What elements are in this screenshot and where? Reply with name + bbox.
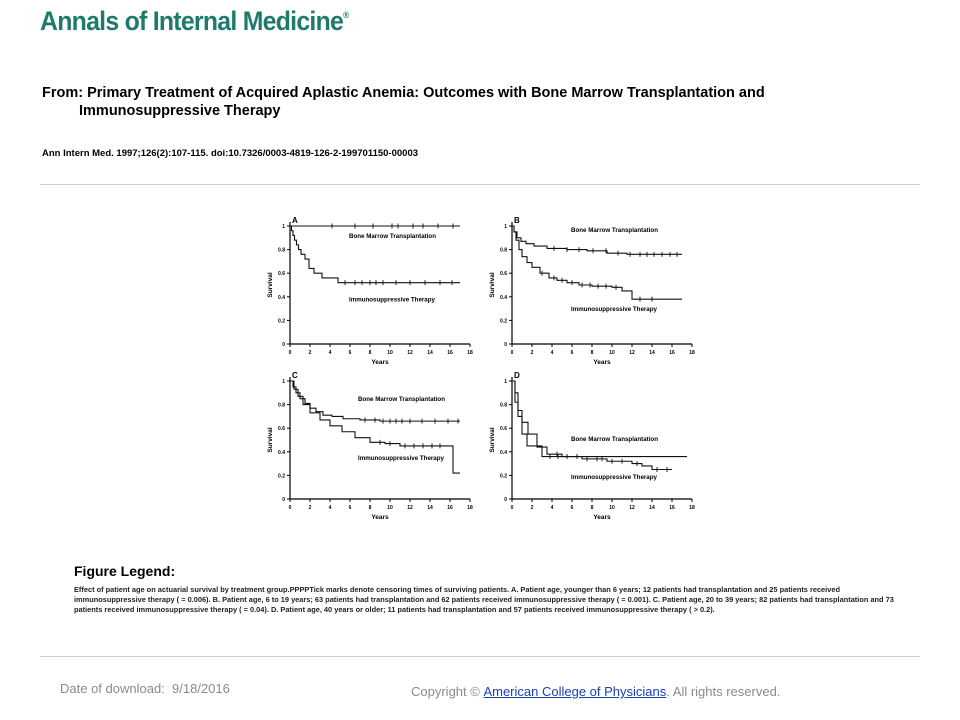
journal-logo bbox=[40, 6, 348, 37]
panel-letter: A bbox=[292, 216, 298, 225]
y-tick-label: 0.8 bbox=[500, 247, 507, 254]
y-tick-label: 0.8 bbox=[278, 402, 285, 409]
x-tick-label: 18 bbox=[467, 350, 473, 356]
panel-d bbox=[489, 371, 695, 521]
x-tick-label: 2 bbox=[308, 505, 312, 511]
y-tick-label: 0.4 bbox=[278, 449, 285, 456]
x-tick-label: 6 bbox=[570, 505, 574, 511]
x-tick-label: 16 bbox=[669, 350, 675, 356]
x-axis-label: Years bbox=[593, 359, 611, 366]
x-tick-label: 2 bbox=[308, 350, 312, 356]
survival-figure-svg bbox=[258, 208, 708, 521]
x-axis-label: Years bbox=[371, 359, 389, 366]
download-date-value: 9/18/2016 bbox=[172, 681, 230, 696]
x-tick-label: 4 bbox=[550, 505, 554, 511]
y-tick-label: 1 bbox=[504, 224, 507, 230]
x-tick-label: 12 bbox=[407, 505, 413, 511]
panel-letter: D bbox=[514, 371, 520, 380]
x-tick-label: 8 bbox=[590, 505, 594, 511]
legend-text: Effect of patient age on actuarial survival by treatment group.PPPPTick marks denote censoring times of surviving patients. A. Patient age, younger than 6 years; 12 patients had transplantation and 25 patients received immunosuppressive therapy ( = 0.006). B. Patient age, 6 to 19 years; 63 patients had transplantation and 62 patients received immunosuppressive therapy ( = 0.001). C. Patient age, 20 to 39 years; 82 patients had transplantation and 73 patients received immunosuppressive therapy ( = 0.04). D. Patient age, 40 years or older; 11 patients had transplantation and 57 patients received immunosuppressive therapy ( > 0.2). bbox=[74, 585, 894, 614]
logo-registered-mark: ® bbox=[343, 10, 349, 20]
x-tick-label: 18 bbox=[467, 505, 473, 511]
x-tick-label: 8 bbox=[368, 350, 372, 356]
x-tick-label: 0 bbox=[288, 350, 292, 356]
x-tick-label: 10 bbox=[387, 505, 393, 511]
y-tick-label: 0.8 bbox=[278, 247, 285, 254]
y-tick-label: 0.2 bbox=[278, 318, 285, 325]
rights-text: . All rights reserved. bbox=[666, 684, 781, 699]
x-tick-label: 6 bbox=[348, 505, 352, 511]
panel-letter: B bbox=[514, 216, 520, 225]
km-curve-ist bbox=[512, 226, 682, 299]
top-divider bbox=[40, 184, 920, 185]
x-tick-label: 16 bbox=[669, 505, 675, 511]
y-tick-label: 0 bbox=[282, 342, 285, 348]
article-title-line1: Primary Treatment of Acquired Aplastic Anemia: Outcomes with Bone Marrow Transplantation and bbox=[87, 85, 765, 101]
x-tick-label: 14 bbox=[427, 350, 433, 356]
km-curve-bmt bbox=[512, 381, 687, 457]
x-tick-label: 10 bbox=[609, 505, 615, 511]
y-tick-label: 0.6 bbox=[278, 426, 285, 433]
x-tick-label: 4 bbox=[328, 505, 332, 511]
from-prefix: From: bbox=[42, 85, 88, 101]
series-label-ist: Immunosuppressive Therapy bbox=[349, 296, 435, 304]
x-tick-label: 18 bbox=[689, 505, 695, 511]
x-tick-label: 6 bbox=[348, 350, 352, 356]
x-tick-label: 16 bbox=[447, 350, 453, 356]
x-tick-label: 2 bbox=[530, 350, 534, 356]
panel-a bbox=[267, 216, 473, 366]
series-label-ist: Immunosuppressive Therapy bbox=[358, 455, 444, 463]
citation: Ann Intern Med. 1997;126(2):107-115. doi:10.7326/0003-4819-126-2-199701150-00003 bbox=[42, 148, 419, 159]
series-label-ist: Immunosuppressive Therapy bbox=[571, 305, 657, 313]
x-axis-label: Years bbox=[593, 514, 611, 521]
legend-title: Figure Legend: bbox=[74, 563, 176, 579]
x-tick-label: 8 bbox=[368, 505, 372, 511]
survival-figure bbox=[258, 208, 708, 521]
y-axis-label: Survival bbox=[267, 427, 274, 453]
y-axis-label: Survival bbox=[267, 272, 274, 298]
y-tick-label: 0.8 bbox=[500, 402, 507, 409]
x-tick-label: 10 bbox=[387, 350, 393, 356]
x-tick-label: 12 bbox=[407, 350, 413, 356]
y-axis-label: Survival bbox=[489, 427, 496, 453]
x-tick-label: 4 bbox=[550, 350, 554, 356]
copyright-prefix: Copyright © bbox=[411, 684, 480, 699]
x-tick-label: 10 bbox=[609, 350, 615, 356]
x-tick-label: 0 bbox=[510, 350, 514, 356]
copyright-notice bbox=[411, 684, 780, 699]
y-tick-label: 0.6 bbox=[500, 426, 507, 433]
download-date-label: Date of download: bbox=[60, 681, 165, 696]
x-tick-label: 0 bbox=[510, 505, 514, 511]
y-tick-label: 0 bbox=[504, 342, 507, 348]
series-label-bmt: Bone Marrow Transplantation bbox=[571, 436, 658, 444]
y-tick-label: 1 bbox=[504, 379, 507, 385]
x-tick-label: 16 bbox=[447, 505, 453, 511]
y-tick-label: 0.4 bbox=[278, 294, 285, 301]
y-tick-label: 0 bbox=[504, 497, 507, 503]
y-tick-label: 0.4 bbox=[500, 449, 507, 456]
series-label-bmt: Bone Marrow Transplantation bbox=[349, 232, 436, 240]
article-title-line2: Immunosuppressive Therapy bbox=[79, 103, 281, 119]
panel-b bbox=[489, 216, 695, 366]
download-date bbox=[60, 681, 230, 696]
bottom-divider bbox=[40, 656, 920, 657]
y-tick-label: 0.6 bbox=[278, 271, 285, 278]
x-tick-label: 14 bbox=[649, 350, 655, 356]
x-tick-label: 18 bbox=[689, 350, 695, 356]
y-tick-label: 0.6 bbox=[500, 271, 507, 278]
x-tick-label: 2 bbox=[530, 505, 534, 511]
y-tick-label: 0.2 bbox=[500, 318, 507, 325]
x-tick-label: 0 bbox=[288, 505, 292, 511]
series-label-ist: Immunosuppressive Therapy bbox=[571, 473, 657, 481]
y-tick-label: 1 bbox=[282, 224, 285, 230]
y-tick-label: 1 bbox=[282, 379, 285, 385]
y-tick-label: 0.4 bbox=[500, 294, 507, 301]
y-axis-label: Survival bbox=[489, 272, 496, 298]
series-label-bmt: Bone Marrow Transplantation bbox=[571, 226, 658, 234]
series-label-bmt: Bone Marrow Transplantation bbox=[358, 396, 445, 404]
publisher-link[interactable]: American College of Physicians bbox=[483, 684, 667, 699]
x-tick-label: 14 bbox=[427, 505, 433, 511]
x-axis-label: Years bbox=[371, 514, 389, 521]
panel-letter: C bbox=[292, 371, 298, 380]
logo-text: Annals of Internal Medicine bbox=[40, 6, 344, 36]
panel-c bbox=[267, 371, 473, 521]
figure-source-title bbox=[42, 84, 862, 120]
y-tick-label: 0.2 bbox=[500, 473, 507, 480]
x-tick-label: 4 bbox=[328, 350, 332, 356]
x-tick-label: 8 bbox=[590, 350, 594, 356]
y-tick-label: 0 bbox=[282, 497, 285, 503]
x-tick-label: 12 bbox=[629, 505, 635, 511]
y-tick-label: 0.2 bbox=[278, 473, 285, 480]
x-tick-label: 12 bbox=[629, 350, 635, 356]
x-tick-label: 14 bbox=[649, 505, 655, 511]
x-tick-label: 6 bbox=[570, 350, 574, 356]
